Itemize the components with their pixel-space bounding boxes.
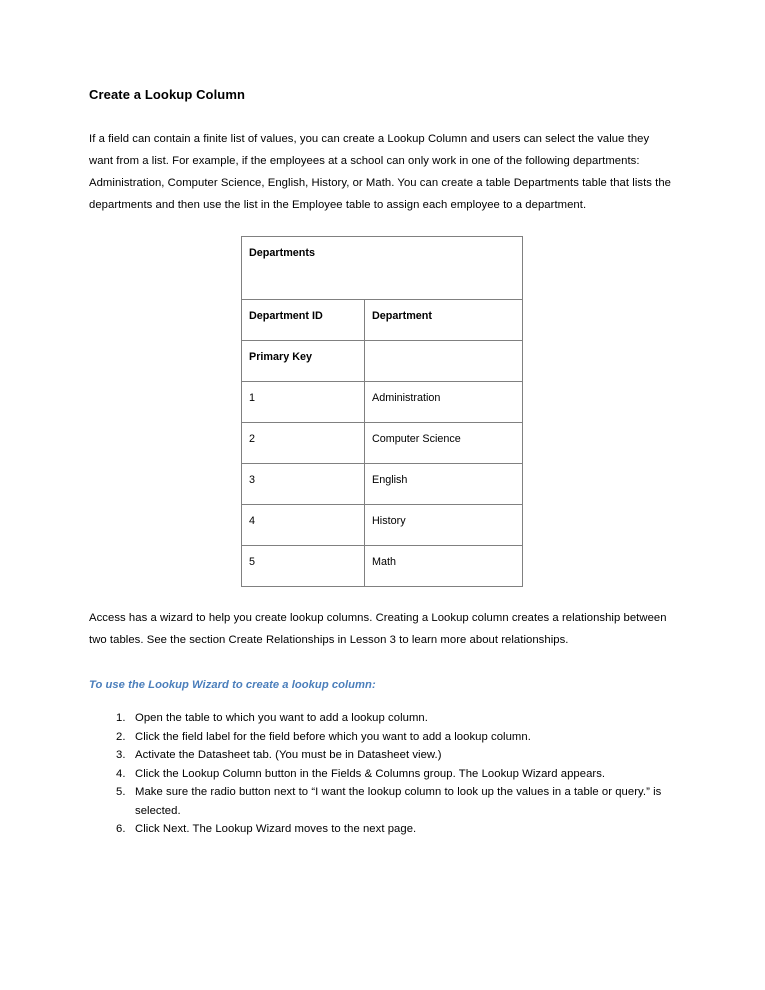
list-item: Click the field label for the field before which you want to add a lookup column. xyxy=(135,730,531,743)
after-table-paragraph: Access has a wizard to help you create lookup columns. Creating a Lookup column creates a relationship between two tables. See the section Create Relationships in Lesson 3 to learn more about relationships. xyxy=(89,612,667,646)
cell-department-id: 1 xyxy=(242,382,365,423)
table-row xyxy=(242,464,523,505)
departments-table xyxy=(241,236,523,587)
table-title-cell: Departments xyxy=(242,237,523,300)
list-item: Click Next. The Lookup Wizard moves to the next page. xyxy=(135,823,417,835)
cell-department-id: 4 xyxy=(242,505,365,546)
table-key-row xyxy=(242,341,523,382)
table-title-row xyxy=(242,237,523,300)
table-row xyxy=(242,546,523,587)
cell-department-name: Computer Science xyxy=(365,423,523,464)
cell-department-id: 5 xyxy=(242,546,365,587)
list-item: Click the Lookup Column button in the Fields & Columns group. The Lookup Wizard appears. xyxy=(135,767,606,780)
list-item: Open the table to which you want to add a lookup column. xyxy=(135,712,428,724)
table-row xyxy=(242,423,523,464)
column-header-department: Department xyxy=(365,300,523,341)
primary-key-label: Primary Key xyxy=(242,341,365,382)
column-header-department-id: Department ID xyxy=(242,300,365,341)
table-row xyxy=(242,505,523,546)
primary-key-empty-cell xyxy=(365,341,523,382)
cell-department-name: History xyxy=(365,505,523,546)
cell-department-id: 2 xyxy=(242,423,365,464)
cell-department-name: Administration xyxy=(365,382,523,423)
list-item: Make sure the radio button next to “I want the lookup column to look up the values in a table or query.” is selected. xyxy=(135,786,662,817)
table-header-row xyxy=(242,300,523,341)
steps-list xyxy=(89,709,675,839)
page-title: Create a Lookup Column xyxy=(89,87,246,102)
cell-department-name: Math xyxy=(365,546,523,587)
departments-table-container xyxy=(89,236,675,587)
cell-department-name: English xyxy=(365,464,523,505)
cell-department-id: 3 xyxy=(242,464,365,505)
list-item: Activate the Datasheet tab. (You must be in Datasheet view.) xyxy=(135,749,442,761)
document-content xyxy=(89,86,675,839)
intro-paragraph: If a field can contain a finite list of values, you can create a Lookup Column and users can select the value they want from a list. For example, if the employees at a school can only work in one of the following departments: Administration, Computer Science, English, History, or Math. You can create a table Departments table that lists the departments and then use the list in the Employee table to assign each employee to a department. xyxy=(89,133,672,211)
lookup-wizard-subheading: To use the Lookup Wizard to create a lookup column: xyxy=(89,679,376,691)
table-row xyxy=(242,382,523,423)
